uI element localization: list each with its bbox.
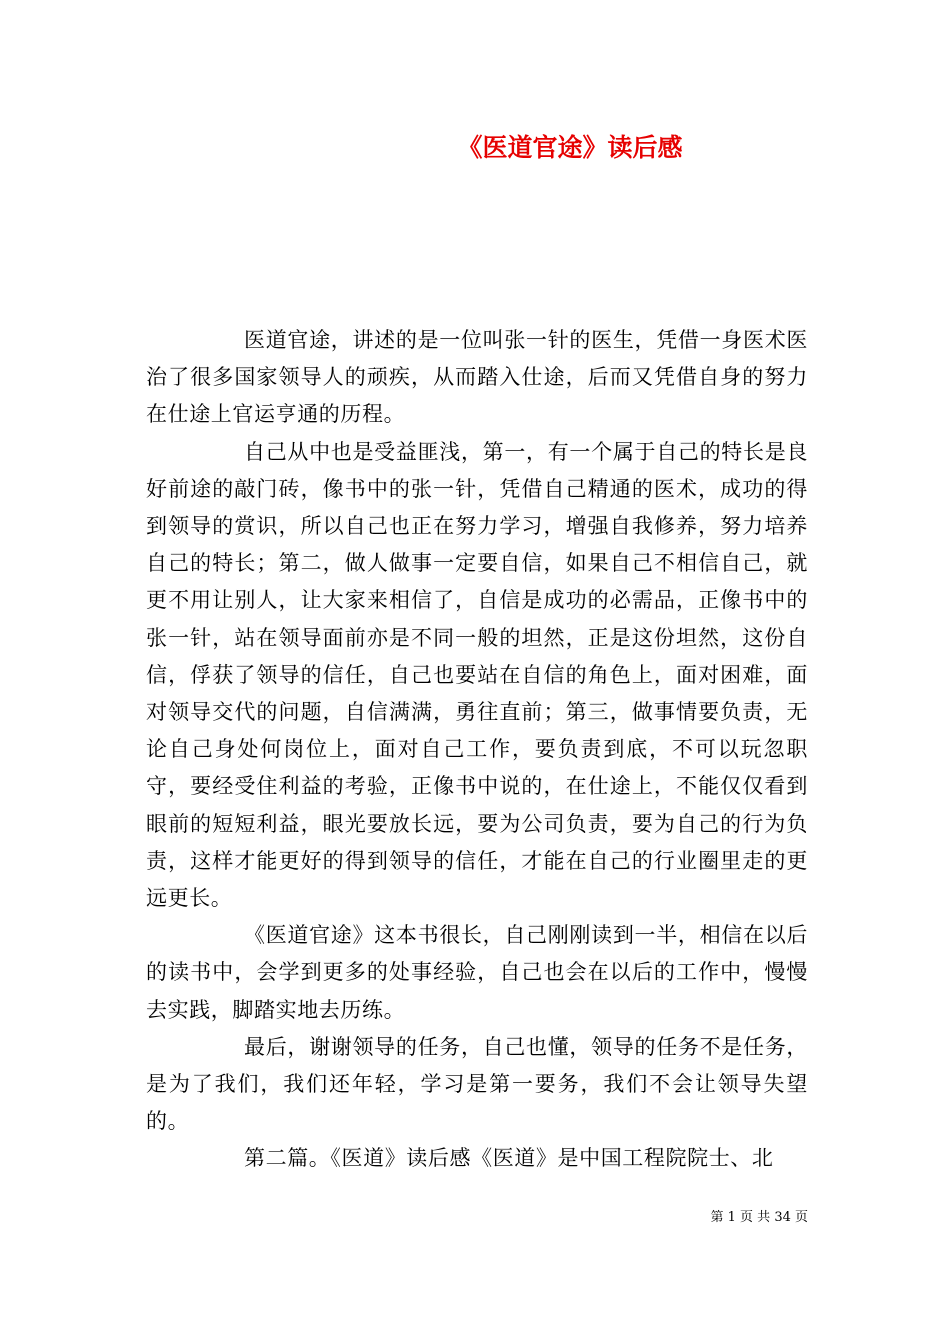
document-body — [146, 322, 808, 1178]
paragraph-5: 第二篇。《医道》读后感《医道》是中国工程院院士、北 — [244, 1146, 774, 1171]
page-number-footer: 第 1 页 共 34 页 — [710, 1210, 808, 1225]
paragraph-1: 医道官途，讲述的是一位叫张一针的医生，凭借一身医术医治了很多国家领导人的顽疾，从而踏入仕途，后而又凭借自身的努力在仕途上官运亨通的历程。 — [146, 328, 808, 427]
paragraph-4: 最后，谢谢领导的任务，自己也懂，领导的任务不是任务，是为了我们，我们还年轻，学习是第一要务，我们不会让领导失望的。 — [146, 1034, 808, 1134]
paragraph-3: 《医道官途》这本书很长，自己刚刚读到一半，相信在以后的读书中，会学到更多的处事经验，自己也会在以后的工作中，慢慢去实践，脚踏实地去历练。 — [146, 923, 808, 1022]
paragraph-2: 自己从中也是受益匪浅，第一，有一个属于自己的特长是良好前途的敲门砖，像书中的张一针，凭借自己精通的医术，成功的得到领导的赏识，所以自己也正在努力学习，增强自我修养，努力培养自己的特长；第二，做人做事一定要自信，如果自己不相信自己，就更不用让别人，让大家来相信了，自信是成功的必需品，正像书中的张一针，站在领导面前亦是不同一般的坦然，正是这份坦然，这份自信，俘获了领导的信任，自己也要站在自信的角色上，面对困难，面对领导交代的问题，自信满满，勇往直前；第三，做事情要负责，无论自己身处何岗位上，面对自己工作，要负责到底，不可以玩忽职守，要经受住利益的考验，正像书中说的，在仕途上，不能仅仅看到眼前的短短利益，眼光要放长远，要为公司负责，要为自己的行为负责，这样才能更好的得到领导的信任，才能在自己的行业圈里走的更远更长。 — [146, 439, 808, 911]
document-title: 《医道官途》读后感 — [457, 133, 683, 162]
